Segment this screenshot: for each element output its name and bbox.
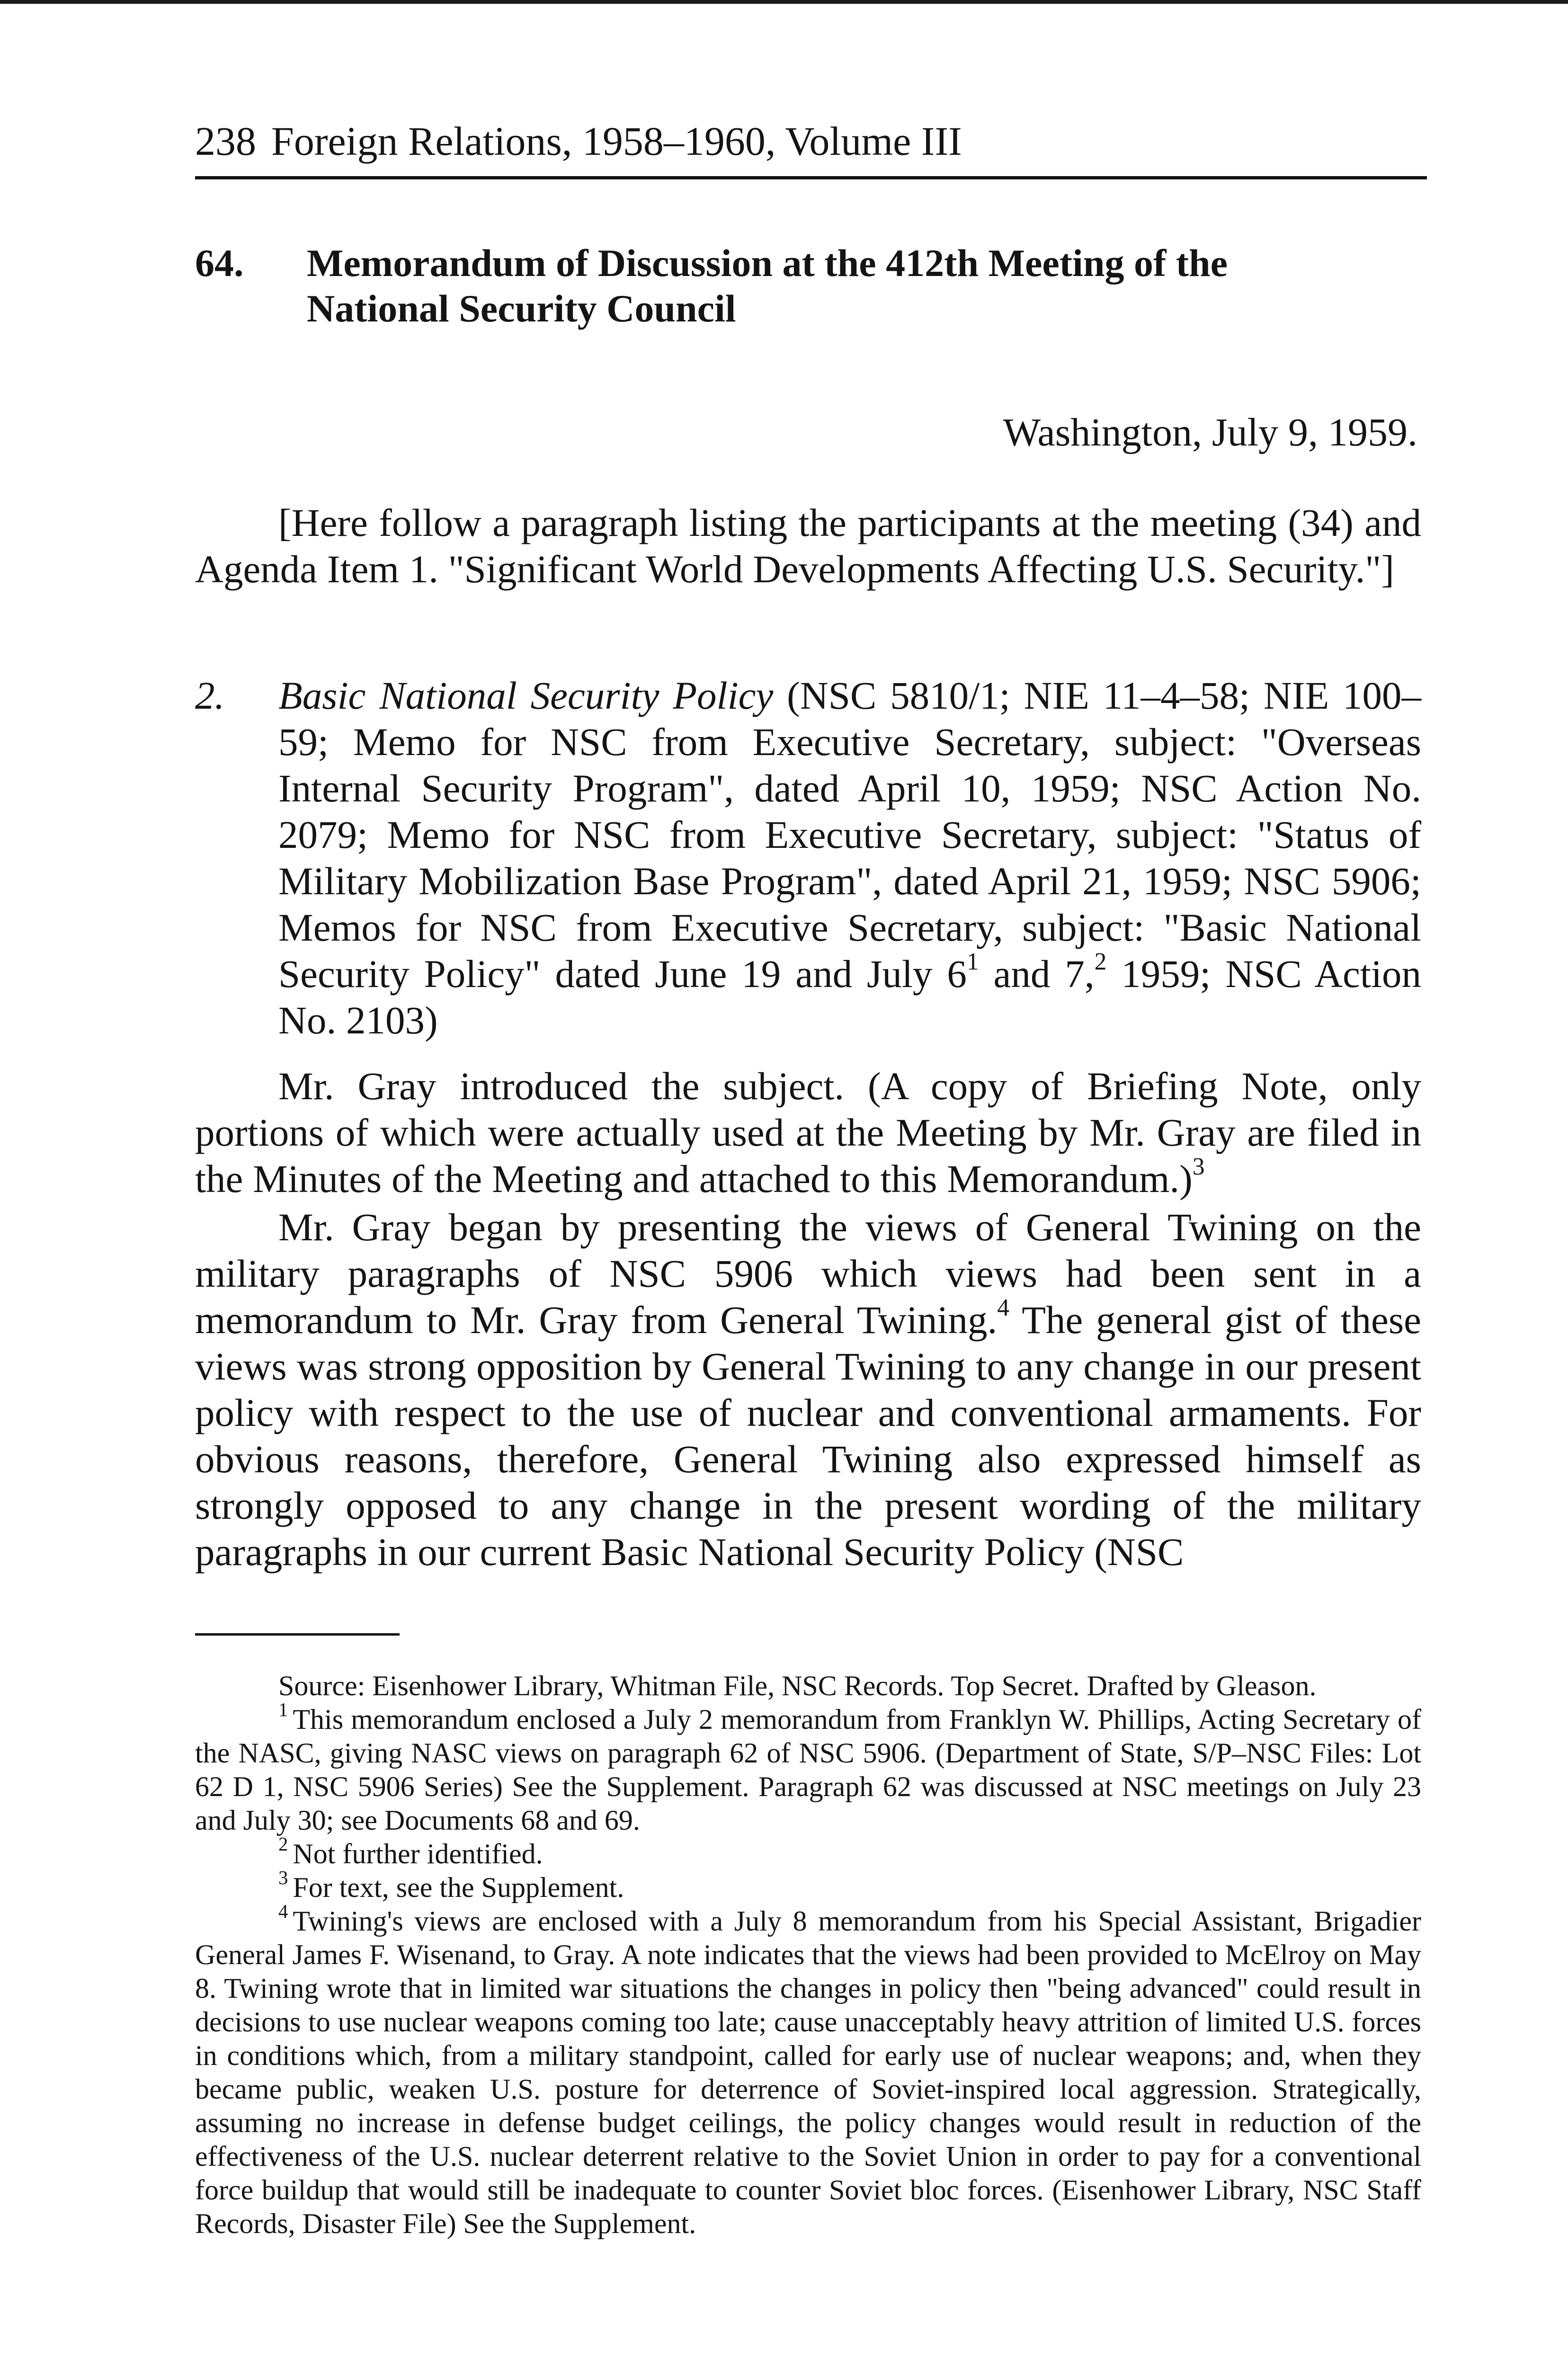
footnote-ref-4: 4 — [997, 1294, 1009, 1321]
footnote-2 — [195, 1833, 1421, 1871]
page-number: 238 — [195, 118, 256, 164]
document-title: Memorandum of Discussion at the 412th Meeting of the National Security Council — [307, 241, 1228, 330]
footnote-marker: 3 — [278, 1867, 288, 1889]
running-head — [195, 118, 962, 164]
footnote-ref-3: 3 — [1192, 1153, 1205, 1180]
paragraph-twining-views — [195, 1204, 1421, 1575]
document-heading — [195, 240, 1417, 331]
paragraph-1-text: Mr. Gray introduced the subject. (A copy of Briefing Note, only portions of which were actually used at the Meeting by Mr. Gray are filed in the Minutes of the Meeting and attached to this Memorandum.) — [195, 1064, 1421, 1201]
footnote-marker: 1 — [278, 1699, 288, 1721]
footnote-1 — [195, 1699, 1421, 1837]
document-number: 64. — [195, 241, 244, 285]
paragraph-gray-introduction — [195, 1063, 1421, 1202]
footnote-text: Twining's views are enclosed with a July 8 memorandum from his Special Assistant, Brigadier General James F. Wisenand, to Gray. A note indicates that the views had been provided to McElroy on May 8. Twining wrote that in limited war situations the changes in policy then "being advanced" could result in decisions to use nuclear weapons coming too late; cause unacceptably heavy attrition of limited U.S. forces in conditions which, from a military standpoint, called for early use of nuclear weapons; and, when they became public, weaken U.S. posture for deterrence of Soviet-inspired local aggression. Strategically, assuming no increase in defense budget ceilings, the policy changes would result in reduction of the effectiveness of the U.S. nuclear deterrent relative to the Soviet Union in order to pay for a conventional force buildup that would still be inadequate to counter Soviet bloc forces. (Eisenhower Library, NSC Staff Records, Disaster File) See the Supplement. — [195, 1905, 1421, 2239]
footnote-text: Not further identified. — [293, 1838, 543, 1869]
footnote-ref-2: 2 — [1094, 948, 1107, 975]
footnote-ref-1: 1 — [966, 948, 979, 975]
publication-title: Foreign Relations, 1958–1960, Volume III — [271, 118, 962, 164]
footnote-text: This memorandum enclosed a July 2 memorandum from Franklyn W. Phillips, Acting Secretary of the NASC, giving NASC views on paragraph 62 of NSC 5906. (Department of State, S/P–NSC Files: Lot 62 D 1, NSC 5906 Series) See the Supplement. Paragraph 62 was discussed at NSC meetings on July 23 and July 30; see Documents 68 and 69. — [195, 1704, 1421, 1836]
footnote-text: For text, see the Supplement. — [293, 1872, 624, 1903]
footnote-rule — [195, 1633, 400, 1636]
agenda-item-body — [278, 672, 1421, 1043]
footnote-3 — [195, 1867, 1421, 1904]
paragraph-2-text-2: The general gist of these views was strong opposition by General Twining to any change in our present policy with respect to the use of nuclear and conventional armaments. For obvious reasons, therefore, General Twining also expressed himself as strongly opposed to any change in the present wording of the military paragraphs in our current Basic National Security Policy (NSC — [195, 1298, 1421, 1574]
place-date-line: Washington, July 9, 1959. — [1003, 410, 1417, 454]
footnote-4 — [195, 1901, 1421, 2241]
footnote-marker: 4 — [278, 1901, 288, 1922]
running-head-rule — [195, 176, 1427, 179]
agenda-item-references-3: 1959; NSC Action No. 2103) — [278, 952, 1422, 1042]
paragraph-2-text-1: Mr. Gray began by presenting the views of General Twining on the military paragraphs of NSC 5906 which views had been sent in a memorandum to Mr. Gray from General Twining. — [195, 1205, 1421, 1342]
agenda-item-references-2: and 7, — [979, 952, 1095, 996]
agenda-item-title: Basic National Security Policy — [278, 674, 774, 717]
footnotes — [195, 1669, 1421, 2241]
footnote-marker: 2 — [278, 1833, 288, 1855]
agenda-item-number: 2. — [195, 674, 225, 717]
agenda-item — [195, 672, 1421, 1043]
agenda-item-references-1: (NSC 5810/1; NIE 11–4–58; NIE 100–59; Memo for NSC from Executive Secretary, subject: "Overseas Internal Security Program", dated April 10, 1959; NSC Action No. 2079; Memo for NSC from Executive Secretary, subject: "Status of Military Mobilization Base Program", dated April 21, 1959; NSC 5906; Memos for NSC from Executive Secretary, subject: "Basic National Security Policy" dated June 19 and July 6 — [278, 674, 1421, 996]
source-note: Source: Eisenhower Library, Whitman File, NSC Records. Top Secret. Drafted by Gleason. — [278, 1670, 1317, 1701]
page-top-border — [0, 0, 1568, 4]
editorial-note: [Here follow a paragraph listing the participants at the meeting (34) and Agenda Item 1. "Significant World Developments Affecting U.S. Security."] — [195, 501, 1421, 591]
